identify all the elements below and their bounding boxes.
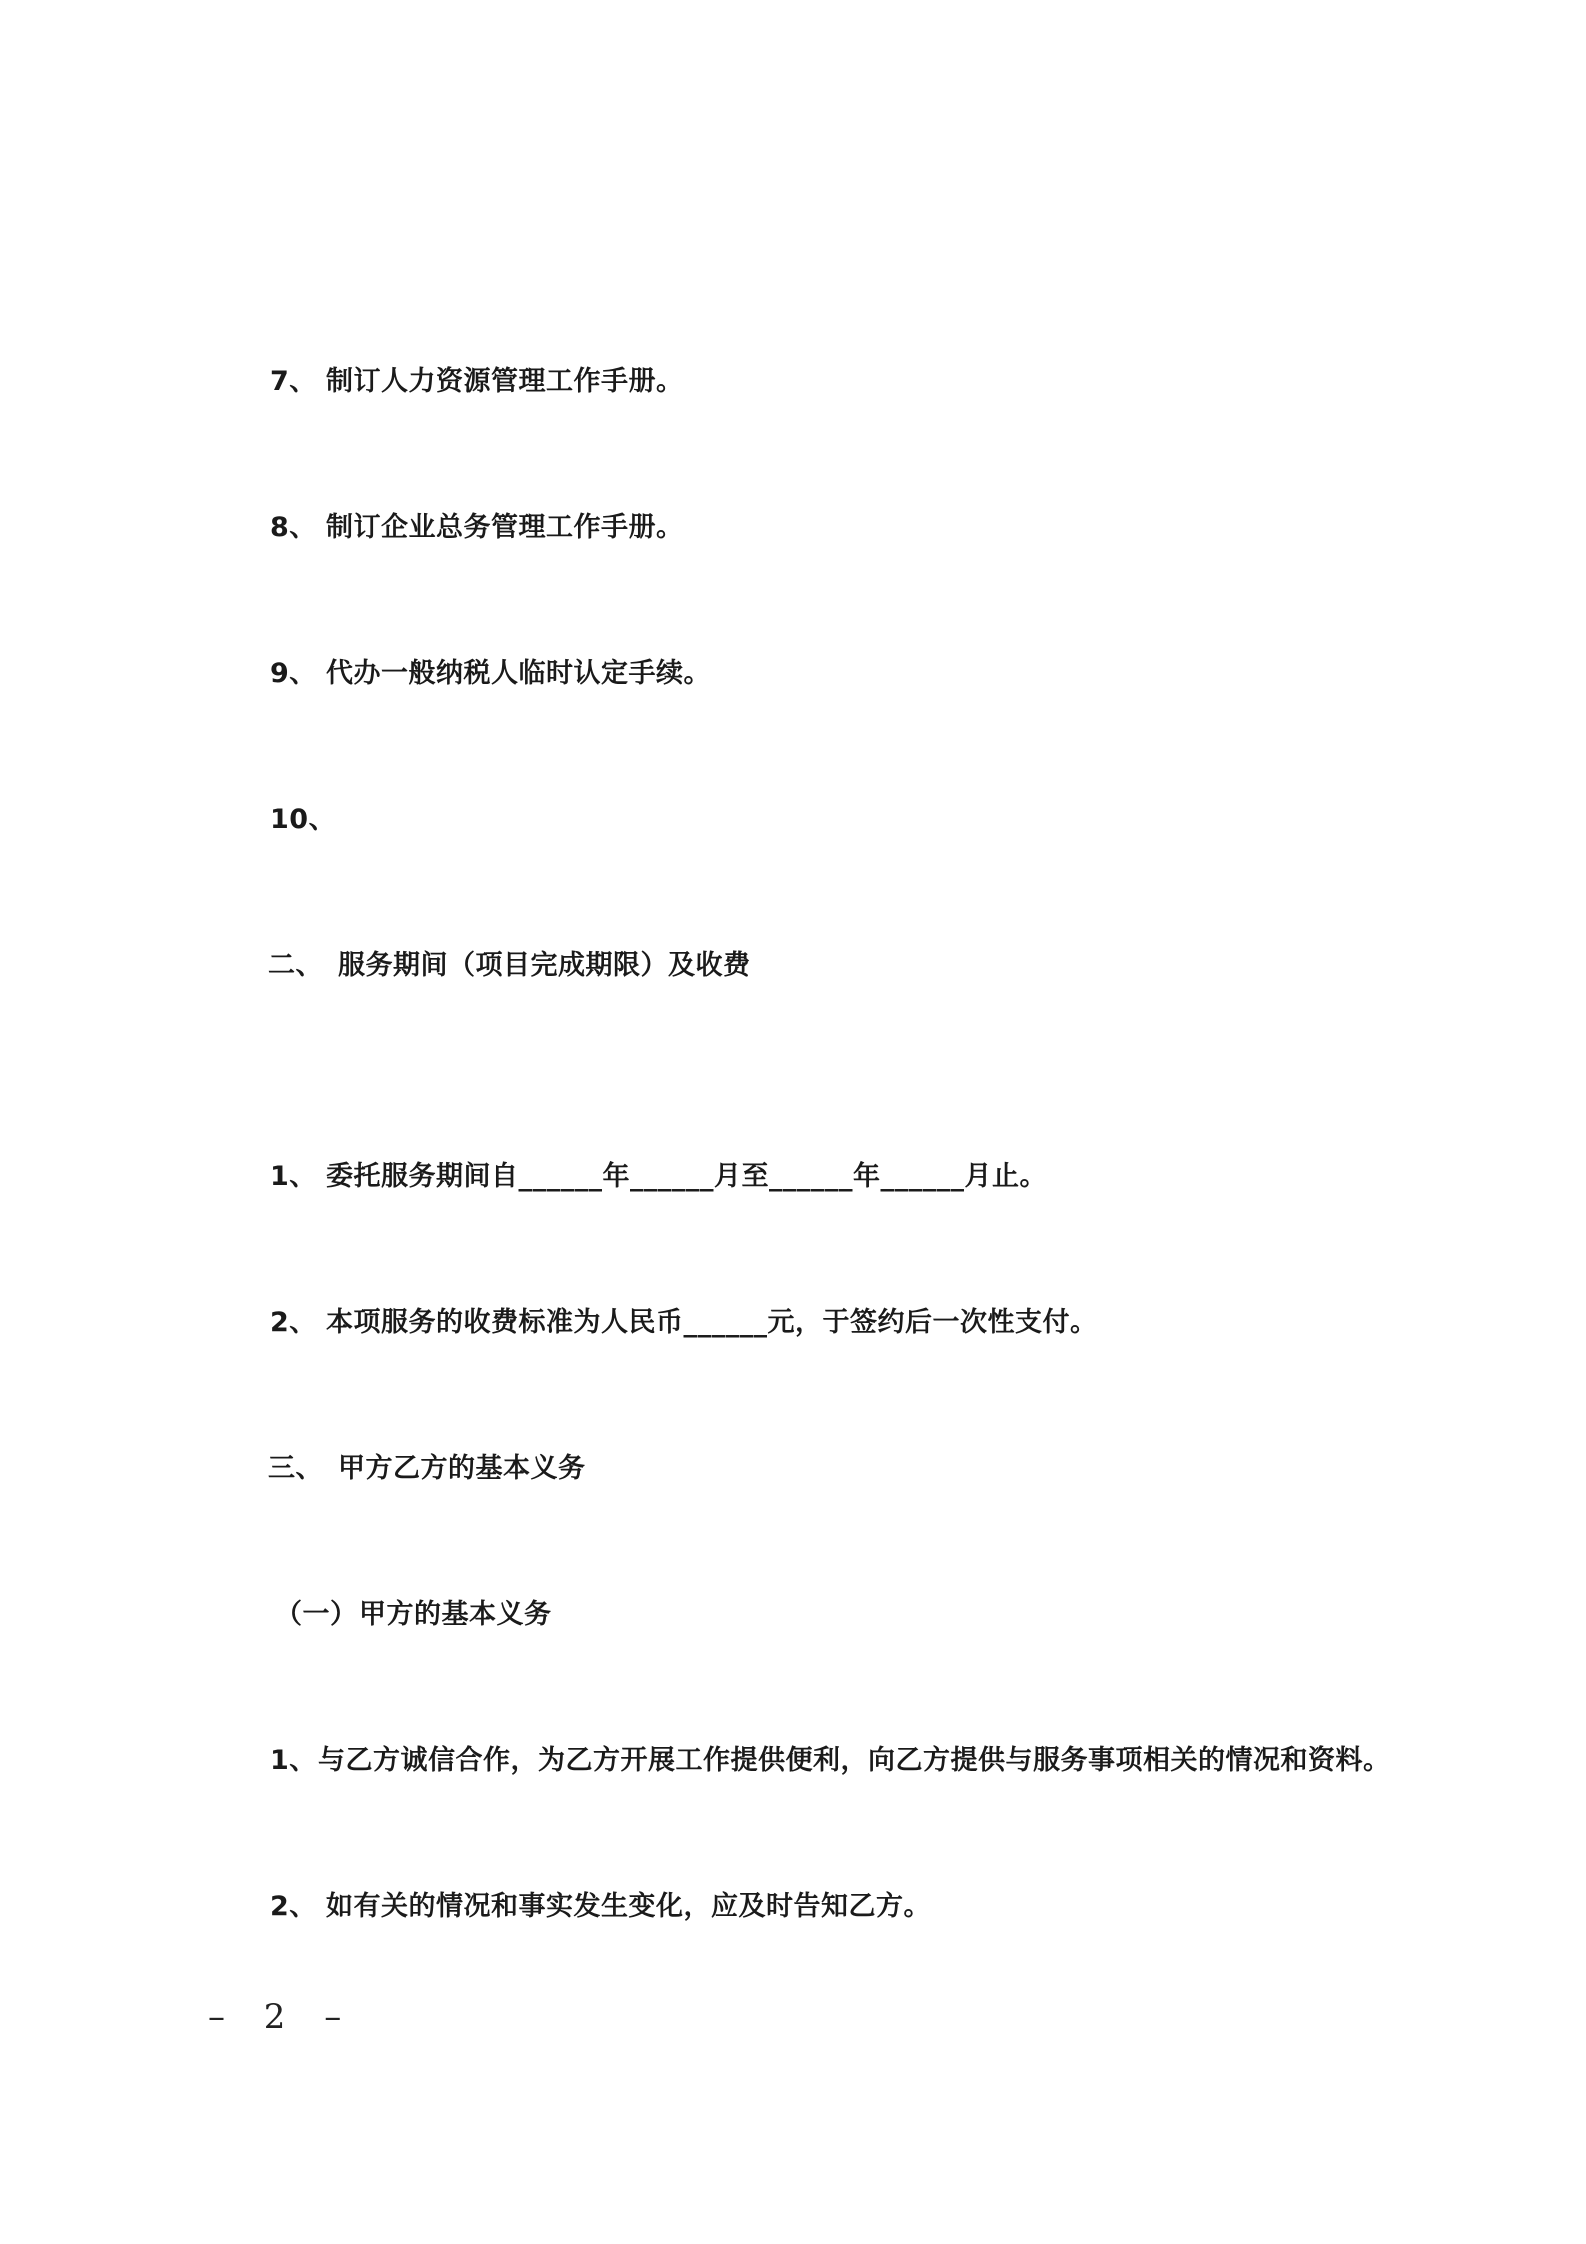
- section-heading-2: [268, 946, 751, 986]
- item-number: 2、: [270, 1307, 317, 1338]
- list-item-obligation-1: [270, 1741, 1391, 1781]
- item-text: 制订企业总务管理工作手册。: [326, 512, 684, 543]
- list-item-obligation-2: [270, 1887, 931, 1927]
- section-title: 甲方乙方的基本义务: [338, 1453, 586, 1484]
- list-item-fee: [270, 1303, 1098, 1343]
- item-number: 7、: [270, 366, 317, 397]
- item-text: 委托服务期间自______年______月至______年______月止。: [326, 1161, 1047, 1192]
- list-item-7: [270, 362, 684, 402]
- item-text: 本项服务的收费标准为人民币______元，于签约后一次性支付。: [326, 1307, 1098, 1338]
- item-text: 代办一般纳税人临时认定手续。: [326, 658, 711, 689]
- list-item-8: [270, 508, 684, 548]
- list-item-10: [270, 800, 336, 840]
- item-text: 与乙方诚信合作，为乙方开展工作提供便利，向乙方提供与服务事项相关的情况和资料。: [318, 1745, 1391, 1776]
- section-number: 三、: [268, 1453, 323, 1484]
- subsection-title: 甲方的基本义务: [359, 1599, 552, 1630]
- subsection-number: （一）: [275, 1599, 358, 1630]
- item-number: 1、: [270, 1745, 317, 1776]
- item-number: 8、: [270, 512, 317, 543]
- item-number: 1、: [270, 1161, 317, 1192]
- item-number: 9、: [270, 658, 317, 689]
- item-number: 2、: [270, 1891, 317, 1922]
- subsection-heading-1: [275, 1595, 552, 1635]
- list-item-9: [270, 654, 711, 694]
- item-text: 如有关的情况和事实发生变化，应及时告知乙方。: [326, 1891, 931, 1922]
- page-number: – 2 –: [208, 1997, 356, 2037]
- section-title: 服务期间（项目完成期限）及收费: [338, 950, 751, 981]
- item-text: 制订人力资源管理工作手册。: [326, 366, 684, 397]
- section-number: 二、: [268, 950, 323, 981]
- list-item-service-period: [270, 1157, 1047, 1197]
- item-number: 10、: [270, 804, 337, 835]
- section-heading-3: [268, 1449, 586, 1489]
